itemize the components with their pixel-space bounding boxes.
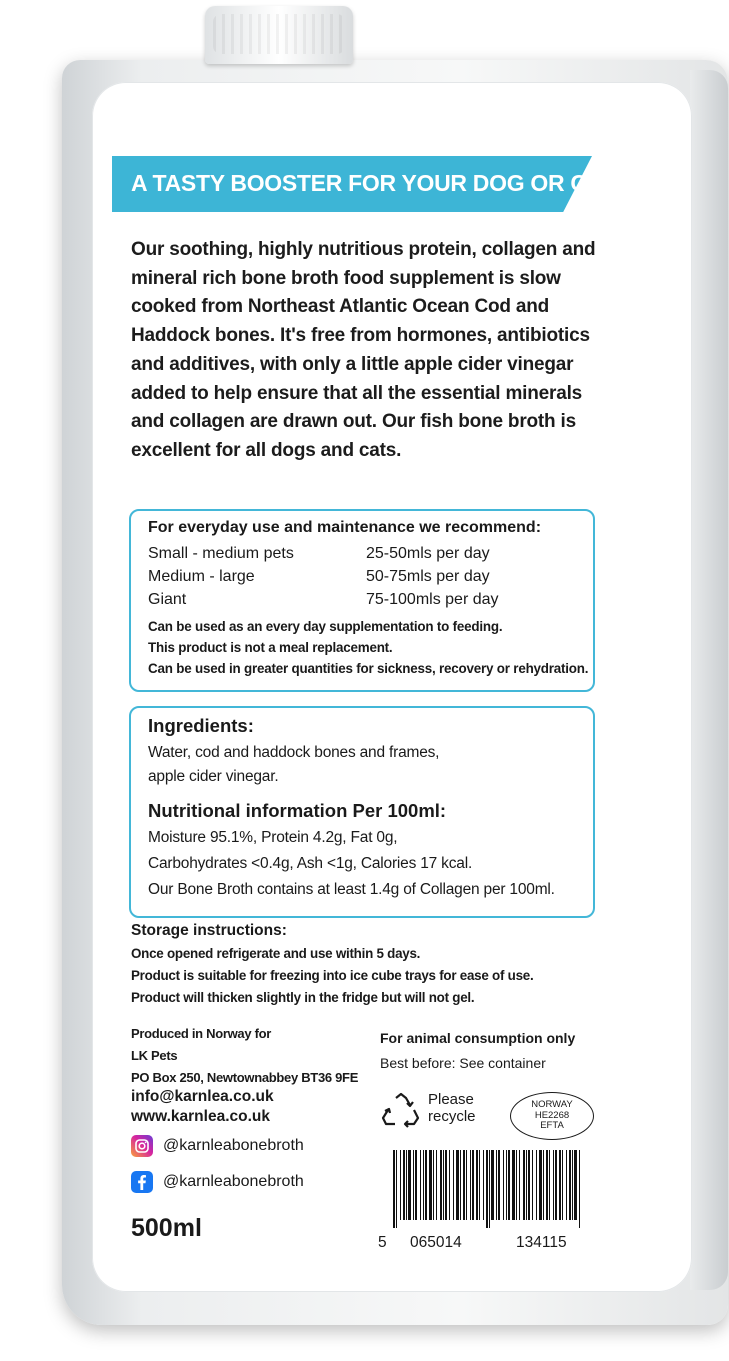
- barcode-bar: [393, 1150, 395, 1228]
- barcode-bar: [543, 1150, 544, 1220]
- seal-line: EFTA: [540, 1120, 564, 1132]
- barcode-bar: [566, 1150, 567, 1220]
- barcode-bar: [408, 1150, 411, 1220]
- barcode-bar: [433, 1150, 434, 1220]
- barcode-bar: [445, 1150, 447, 1220]
- barcode-bar: [532, 1150, 533, 1220]
- producer-line: Produced in Norway for: [131, 1026, 272, 1041]
- instagram-text: @karnleabonebroth: [163, 1137, 304, 1154]
- barcode-bar: [476, 1150, 478, 1220]
- barcode-bar: [466, 1150, 467, 1220]
- barcode-bar: [429, 1150, 432, 1220]
- usage-title: For everyday use and maintenance we recommend:: [148, 519, 542, 536]
- barcode-bar: [498, 1150, 500, 1220]
- nutrition-line: Carbohydrates <0.4g, Ash <1g, Calories 17 kcal.: [148, 855, 473, 872]
- facebook-handle[interactable]: [131, 1170, 304, 1194]
- barcode: [391, 1150, 583, 1228]
- barcode-bar: [516, 1150, 517, 1220]
- dose-label: Medium - large: [148, 568, 255, 585]
- barcode-bar: [536, 1150, 537, 1220]
- barcode-bar: [396, 1150, 397, 1228]
- barcode-bar: [456, 1150, 459, 1220]
- barcode-bar: [440, 1150, 442, 1220]
- email-link[interactable]: info@karnlea.co.uk: [131, 1088, 274, 1105]
- seal-line: NORWAY: [531, 1099, 573, 1111]
- barcode-bar: [423, 1150, 424, 1220]
- intro-line: Our soothing, highly nutritious protein, collagen and: [131, 239, 596, 260]
- usage-note: This product is not a meal replacement.: [148, 640, 393, 655]
- barcode-bar: [574, 1150, 577, 1220]
- barcode-bar: [553, 1150, 554, 1220]
- intro-line: and collagen are drawn out. Our fish bone broth is: [131, 411, 576, 433]
- intro-paragraph: [131, 236, 601, 466]
- barcode-bar: [486, 1150, 488, 1228]
- intro-line: mineral rich bone broth food supplement is slow: [131, 267, 561, 289]
- ingredients-title: Ingredients:: [148, 715, 254, 736]
- facebook-icon: [131, 1171, 153, 1193]
- barcode-bar: [508, 1150, 510, 1220]
- barcode-bar: [512, 1150, 515, 1220]
- barcode-bar: [579, 1150, 580, 1228]
- barcode-bar: [472, 1150, 474, 1220]
- barcode-bar: [463, 1150, 465, 1220]
- dose-value: 75-100mls per day: [366, 591, 499, 608]
- storage-line: Product is suitable for freezing into ice cube trays for ease of use.: [131, 968, 534, 983]
- dose-value: 25-50mls per day: [366, 545, 490, 562]
- barcode-bar: [479, 1150, 480, 1220]
- ingredients-line: apple cider vinegar.: [148, 768, 279, 785]
- dose-label: Giant: [148, 591, 187, 608]
- recycle-line: Please: [428, 1091, 474, 1108]
- headline-text: A TASTY BOOSTER FOR YOUR DOG OR CAT.: [131, 170, 619, 196]
- barcode-bar: [503, 1150, 504, 1220]
- barcode-bar: [470, 1150, 471, 1220]
- barcode-bar: [555, 1150, 557, 1220]
- barcode-bar: [519, 1150, 520, 1220]
- dose-label: Small - medium pets: [148, 545, 294, 562]
- intro-line: Haddock bones. It's free from hormones, antibiotics: [131, 325, 590, 347]
- approval-seal: [510, 1092, 594, 1140]
- dose-value: 50-75mls per day: [366, 568, 490, 585]
- barcode-bar: [453, 1150, 454, 1220]
- instagram-handle[interactable]: [131, 1134, 304, 1158]
- barcode-bar: [420, 1150, 421, 1220]
- intro-line: added to help ensure that all the essential minerals: [131, 382, 583, 404]
- storage-line: Once opened refrigerate and use within 5 days.: [131, 946, 421, 961]
- barcode-bar: [489, 1150, 490, 1228]
- intro-line: and additives, with only a little apple cider vinegar: [131, 353, 574, 375]
- barcode-bar: [400, 1150, 401, 1220]
- barcode-bar: [413, 1150, 414, 1220]
- barcode-bar: [496, 1150, 497, 1220]
- usage-note: Can be used as an every day supplementation to feeding.: [148, 619, 503, 634]
- barcode-bar: [436, 1150, 437, 1220]
- barcode-digits-left: 065014: [410, 1234, 462, 1251]
- barcode-bar: [460, 1150, 461, 1220]
- recycle-text: [428, 1091, 476, 1125]
- barcode-bar: [425, 1150, 427, 1220]
- producer-line: LK Pets: [131, 1048, 178, 1063]
- producer-address: PO Box 250, Newtownabbey BT36 9FE: [131, 1070, 359, 1085]
- nutrition-line: Moisture 95.1%, Protein 4.2g, Fat 0g,: [148, 829, 398, 846]
- barcode-bar: [562, 1150, 563, 1220]
- barcode-bar: [572, 1150, 573, 1220]
- usage-note: Can be used in greater quantities for sickness, recovery or rehydration.: [148, 661, 589, 676]
- intro-line: excellent for all dogs and cats.: [131, 439, 402, 461]
- barcode-digits-right: 134115: [516, 1234, 567, 1251]
- recycle-line: recycle: [428, 1108, 476, 1125]
- best-before-note: Best before: See container: [380, 1055, 546, 1071]
- recycle-icon: [381, 1092, 421, 1128]
- intro-line: cooked from Northeast Atlantic Ocean Cod and: [131, 296, 550, 318]
- barcode-bar: [559, 1150, 561, 1220]
- barcode-bar: [491, 1150, 494, 1220]
- barcode-bar: [526, 1150, 527, 1220]
- nutrition-title: Nutritional information Per 100ml:: [148, 800, 447, 821]
- nutrition-line: Our Bone Broth contains at least 1.4g of Collagen per 100ml.: [148, 881, 555, 898]
- volume-label: 500ml: [131, 1214, 202, 1242]
- barcode-bar: [539, 1150, 542, 1220]
- instagram-icon: [131, 1135, 153, 1157]
- barcode-bar: [549, 1150, 550, 1220]
- facebook-text: @karnleabonebroth: [163, 1173, 304, 1190]
- barcode-bar: [406, 1150, 407, 1220]
- barcode-bar: [403, 1150, 405, 1220]
- barcode-bar: [506, 1150, 507, 1220]
- barcode-bar: [569, 1150, 571, 1220]
- barcode-bar: [443, 1150, 444, 1220]
- barcode-digit-lead: 5: [378, 1234, 387, 1251]
- bottle-cap-ridges: [213, 14, 345, 54]
- animal-consumption-note: For animal consumption only: [380, 1030, 576, 1046]
- barcode-bar: [528, 1150, 530, 1220]
- storage-title: Storage instructions:: [131, 922, 287, 939]
- barcode-bar: [449, 1150, 450, 1220]
- storage-line: Product will thicken slightly in the fridge but will not gel.: [131, 990, 475, 1005]
- barcode-bar: [483, 1150, 484, 1220]
- barcode-bar: [415, 1150, 417, 1220]
- seal-line: HE2268: [534, 1109, 570, 1121]
- barcode-bar: [523, 1150, 525, 1220]
- barcode-bar: [546, 1150, 548, 1220]
- website-link[interactable]: www.karnlea.co.uk: [131, 1108, 270, 1125]
- carton-side-edge: [690, 70, 728, 1290]
- ingredients-line: Water, cod and haddock bones and frames,: [148, 744, 440, 761]
